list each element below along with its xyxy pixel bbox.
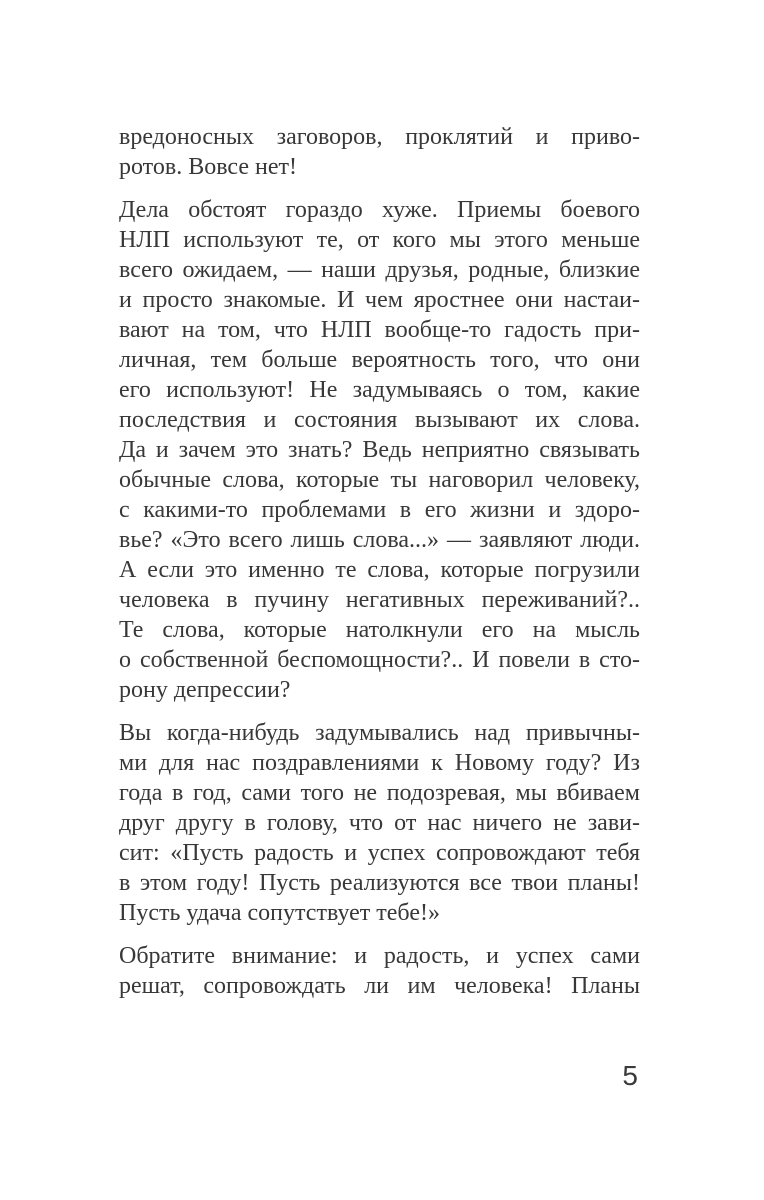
text-line: А если это именно те слова, которые погрузили — [119, 557, 640, 583]
text-line: и просто знакомые. И чем яростнее они настаи- — [119, 287, 640, 313]
text-line: Пусть удача сопутствует тебе!» — [119, 900, 440, 926]
text-line: ми для нас поздравлениями к Новому году? Из — [119, 750, 640, 776]
text-line: решат, сопровождать ли им человека! Планы — [119, 973, 640, 999]
text-line: последствия и состояния вызывают их слова. — [119, 407, 640, 433]
text-line: личная, тем больше вероятность того, что они — [119, 347, 640, 373]
text-line: года в год, сами того не подозревая, мы вбиваем — [119, 780, 640, 806]
paragraph — [119, 122, 640, 182]
page-text — [119, 122, 640, 1001]
text-line: человека в пучину негативных переживаний?.. — [119, 587, 640, 613]
text-line: о собственной беспомощности?.. И повели в сто- — [119, 647, 640, 673]
text-line: ротов. Вовсе нет! — [119, 154, 297, 180]
text-line: НЛП используют те, от кого мы этого меньше — [119, 227, 640, 253]
text-line: всего ожидаем, — наши друзья, родные, близкие — [119, 257, 640, 283]
text-line: Обратите внимание: и радость, и успех сами — [119, 943, 640, 969]
text-line: Да и зачем это знать? Ведь неприятно связывать — [119, 437, 640, 463]
paragraph — [119, 195, 640, 705]
page-number: 5 — [622, 1060, 638, 1091]
paragraph — [119, 941, 640, 1001]
text-line: вредоносных заговоров, проклятий и приво- — [119, 124, 640, 150]
text-line: с какими-то проблемами в его жизни и здоро- — [119, 497, 640, 523]
text-line: рону депрессии? — [119, 677, 291, 703]
text-line: Дела обстоят гораздо хуже. Приемы боевого — [119, 197, 640, 223]
text-line: вье? «Это всего лишь слова...» — заявляют люди. — [119, 527, 640, 553]
text-line: друг другу в голову, что от нас ничего не зави- — [119, 810, 640, 836]
text-line: его используют! Не задумываясь о том, какие — [119, 377, 640, 403]
paragraph — [119, 718, 640, 928]
text-line: обычные слова, которые ты наговорил человеку, — [119, 467, 640, 493]
text-line: Те слова, которые натолкнули его на мысль — [119, 617, 640, 643]
text-line: Вы когда-нибудь задумывались над привычны- — [119, 720, 640, 746]
text-line: вают на том, что НЛП вообще-то гадость при- — [119, 317, 640, 343]
text-line: в этом году! Пусть реализуются все твои планы! — [119, 870, 640, 896]
text-line: сит: «Пусть радость и успех сопровождают тебя — [119, 840, 640, 866]
